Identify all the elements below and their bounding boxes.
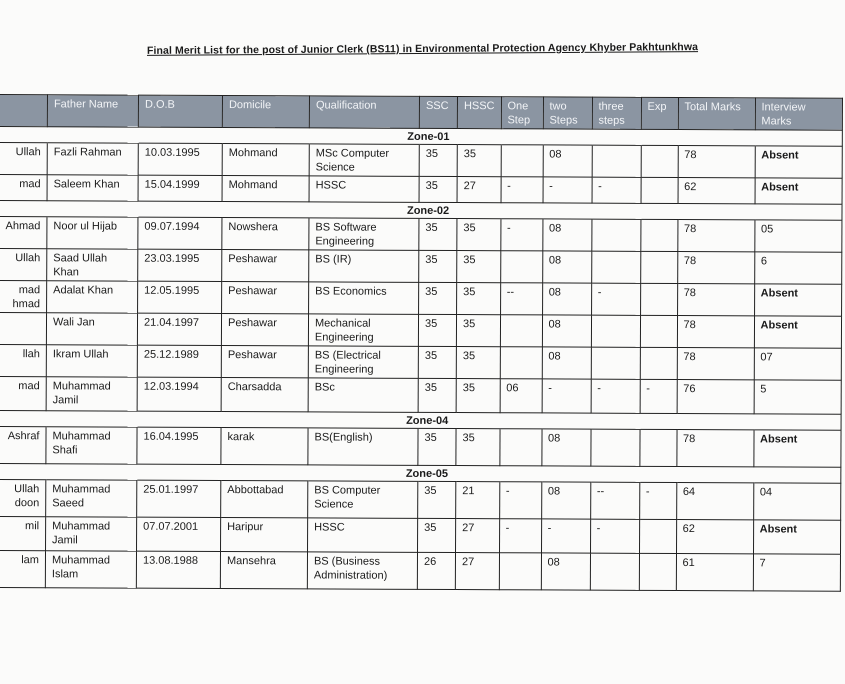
cell-exp bbox=[639, 553, 676, 590]
zone-cell bbox=[0, 127, 47, 143]
merit-list-table bbox=[0, 94, 843, 592]
cell-total: 61 bbox=[676, 554, 753, 591]
cell-ssc: 35 bbox=[418, 428, 456, 465]
cell-ssc: 35 bbox=[419, 218, 457, 250]
column-header: Total Marks bbox=[678, 98, 755, 130]
cell-exp bbox=[641, 145, 678, 177]
table-row bbox=[0, 217, 842, 253]
zone-cell bbox=[309, 202, 419, 218]
cell-qualification: BS Computer Science bbox=[308, 481, 418, 518]
zone-cell bbox=[501, 129, 543, 145]
cell-three: -- bbox=[590, 482, 639, 519]
zone-cell bbox=[590, 466, 639, 482]
cell-father: Adalat Khan bbox=[47, 281, 138, 313]
cell-total: 62 bbox=[678, 178, 755, 204]
zone-cell bbox=[138, 127, 222, 143]
cell-interview: Absent bbox=[753, 520, 840, 554]
cell-interview: Absent bbox=[755, 146, 842, 178]
zone-cell bbox=[221, 412, 308, 428]
cell-hssc: 35 bbox=[456, 429, 500, 466]
cell-dob: 12.03.1994 bbox=[137, 377, 221, 411]
zone-cell bbox=[137, 464, 221, 480]
cell-dob: 25.01.1997 bbox=[137, 480, 221, 517]
zone-cell bbox=[640, 413, 677, 429]
table-body bbox=[0, 127, 842, 592]
zone-cell bbox=[0, 201, 47, 217]
zone-cell bbox=[591, 413, 640, 429]
cell-total: 78 bbox=[677, 220, 754, 252]
cell-domicile: Abbottabad bbox=[221, 481, 308, 518]
cell-hssc: 21 bbox=[456, 482, 500, 519]
cell-two: 08 bbox=[541, 553, 590, 590]
cell-domicile: karak bbox=[221, 428, 308, 465]
zone-cell bbox=[754, 414, 841, 430]
zone-label: Zone-01 bbox=[407, 128, 451, 144]
zone-cell bbox=[641, 203, 678, 219]
cell-qualification: HSSC bbox=[309, 176, 419, 202]
cell-qualification: BS(English) bbox=[308, 428, 418, 465]
column-header: Exp bbox=[641, 97, 678, 129]
table-row bbox=[0, 479, 840, 520]
cell-interview: 5 bbox=[754, 380, 841, 414]
zone-cell bbox=[501, 203, 543, 219]
cell-three bbox=[591, 219, 640, 251]
cell-interview: Absent bbox=[755, 178, 842, 204]
cell-name: mad bbox=[0, 175, 47, 201]
zone-cell bbox=[309, 128, 419, 144]
cell-one bbox=[499, 429, 541, 466]
column-header: HSSC bbox=[457, 97, 501, 129]
cell-name: Ullah bbox=[0, 143, 47, 175]
zone-cell bbox=[47, 201, 138, 217]
zone-cell bbox=[592, 203, 641, 219]
cell-one bbox=[500, 251, 542, 283]
cell-one bbox=[500, 315, 542, 347]
zone-cell bbox=[541, 466, 590, 482]
cell-domicile: Mohmand bbox=[222, 176, 309, 202]
cell-two: 08 bbox=[542, 219, 591, 251]
cell-two: 08 bbox=[542, 315, 591, 347]
cell-total: 78 bbox=[677, 316, 754, 348]
cell-domicile: Peshawar bbox=[221, 346, 308, 378]
cell-total: 78 bbox=[677, 252, 754, 284]
cell-name bbox=[0, 313, 47, 345]
cell-name: Ullah doon bbox=[0, 479, 46, 516]
cell-two: - bbox=[543, 177, 592, 203]
cell-qualification: BS (IR) bbox=[309, 250, 419, 282]
cell-ssc: 35 bbox=[418, 481, 456, 518]
cell-dob: 15.04.1999 bbox=[138, 175, 222, 201]
cell-exp: - bbox=[639, 482, 676, 519]
zone-cell bbox=[47, 127, 138, 143]
zone-cell bbox=[592, 129, 641, 145]
cell-three bbox=[590, 429, 639, 466]
cell-hssc: 35 bbox=[457, 145, 501, 177]
column-header: two Steps bbox=[543, 97, 592, 129]
zone-cell bbox=[678, 130, 755, 146]
cell-exp bbox=[641, 177, 678, 203]
cell-exp bbox=[639, 519, 676, 553]
zone-cell bbox=[755, 204, 842, 220]
cell-dob: 10.03.1995 bbox=[138, 143, 222, 175]
column-header: SSC bbox=[419, 96, 457, 128]
page-title: Final Merit List for the post of Junior Clerk (BS11) in Environmental Protection Agency Khyber Pakhtunkhwa bbox=[146, 41, 699, 57]
zone-cell bbox=[499, 466, 541, 482]
zone-label: Zone-04 bbox=[406, 412, 450, 428]
table-row bbox=[0, 344, 841, 380]
zone-cell bbox=[676, 467, 753, 483]
column-header: three steps bbox=[592, 97, 641, 129]
cell-dob: 23.03.1995 bbox=[138, 249, 222, 281]
cell-interview: Absent bbox=[754, 284, 841, 316]
zone-cell bbox=[222, 202, 309, 218]
cell-exp bbox=[640, 347, 677, 379]
cell-interview: 04 bbox=[753, 483, 840, 520]
cell-hssc: 27 bbox=[455, 553, 499, 590]
cell-three bbox=[590, 553, 639, 590]
cell-qualification: BS Software Engineering bbox=[309, 218, 419, 250]
cell-qualification: BS Economics bbox=[309, 282, 419, 314]
column-header: Interview Marks bbox=[755, 98, 842, 130]
cell-name: llah bbox=[0, 344, 46, 376]
table-header-row bbox=[0, 95, 842, 131]
cell-three: - bbox=[592, 177, 641, 203]
cell-name: mad hmad bbox=[0, 281, 47, 313]
cell-hssc: 35 bbox=[457, 251, 501, 283]
table-row bbox=[0, 281, 841, 317]
cell-qualification: HSSC bbox=[308, 518, 418, 552]
cell-dob: 13.08.1988 bbox=[136, 551, 220, 588]
zone-cell bbox=[542, 413, 591, 429]
cell-two: 08 bbox=[541, 429, 590, 466]
merit-list-sheet bbox=[0, 94, 843, 592]
cell-qualification: BSc bbox=[308, 378, 418, 412]
cell-interview: 6 bbox=[754, 252, 841, 284]
cell-ssc: 35 bbox=[419, 282, 457, 314]
cell-dob: 09.07.1994 bbox=[138, 217, 222, 249]
cell-father: Wali Jan bbox=[46, 313, 137, 345]
cell-name: mil bbox=[0, 516, 46, 550]
cell-ssc: 35 bbox=[418, 346, 456, 378]
cell-domicile: Haripur bbox=[221, 518, 308, 552]
cell-dob: 16.04.1995 bbox=[137, 427, 221, 464]
cell-three: - bbox=[591, 379, 640, 413]
cell-exp bbox=[639, 429, 676, 466]
column-header: One Step bbox=[501, 97, 543, 129]
table-row bbox=[0, 143, 842, 179]
cell-father: Ikram Ullah bbox=[46, 345, 137, 377]
cell-hssc: 35 bbox=[456, 379, 500, 413]
cell-domicile: Mohmand bbox=[222, 144, 309, 176]
cell-total: 78 bbox=[678, 146, 755, 178]
cell-two: 08 bbox=[542, 283, 591, 315]
cell-domicile: Peshawar bbox=[222, 250, 309, 282]
cell-three: - bbox=[591, 283, 640, 315]
cell-qualification: Mechanical Engineering bbox=[308, 314, 418, 346]
zone-cell bbox=[678, 204, 755, 220]
cell-one: - bbox=[500, 219, 542, 251]
zone-cell bbox=[46, 464, 137, 480]
zone-cell bbox=[641, 129, 678, 145]
cell-total: 78 bbox=[677, 348, 754, 380]
cell-father: Fazli Rahman bbox=[47, 143, 138, 175]
cell-two: 08 bbox=[542, 251, 591, 283]
cell-three: - bbox=[590, 519, 639, 553]
cell-ssc: 35 bbox=[418, 314, 456, 346]
zone-cell bbox=[138, 201, 222, 217]
table-row bbox=[0, 550, 840, 591]
cell-total: 78 bbox=[677, 284, 754, 316]
cell-dob: 12.05.1995 bbox=[138, 281, 222, 313]
cell-exp: - bbox=[640, 379, 677, 413]
cell-qualification: BS (Business Administration) bbox=[307, 552, 417, 589]
zone-cell bbox=[46, 411, 137, 427]
cell-father: Muhammad Saeed bbox=[46, 480, 137, 517]
cell-ssc: 35 bbox=[419, 250, 457, 282]
cell-total: 64 bbox=[676, 483, 753, 520]
cell-domicile: Mansehra bbox=[220, 552, 307, 589]
cell-exp bbox=[640, 283, 677, 315]
cell-father: Muhammad Jamil bbox=[46, 517, 137, 551]
cell-father: Saad Ullah Khan bbox=[47, 249, 138, 281]
cell-name: Ullah bbox=[0, 249, 47, 281]
cell-one bbox=[501, 145, 543, 177]
zone-label: Zone-05 bbox=[406, 465, 450, 481]
table-row bbox=[0, 175, 842, 205]
cell-one: -- bbox=[500, 283, 542, 315]
cell-qualification: BS (Electrical Engineering bbox=[308, 346, 418, 378]
table-row bbox=[0, 516, 840, 554]
cell-dob: 25.12.1989 bbox=[137, 345, 221, 377]
zone-cell bbox=[308, 412, 418, 428]
cell-hssc: 35 bbox=[457, 219, 501, 251]
cell-two: - bbox=[542, 379, 591, 413]
cell-exp bbox=[640, 219, 677, 251]
cell-ssc: 26 bbox=[417, 552, 455, 589]
cell-interview: 07 bbox=[754, 348, 841, 380]
cell-domicile: Peshawar bbox=[222, 282, 309, 314]
zone-cell bbox=[500, 413, 542, 429]
cell-hssc: 27 bbox=[457, 177, 501, 203]
cell-hssc: 35 bbox=[456, 347, 500, 379]
zone-cell bbox=[543, 203, 592, 219]
cell-two: 08 bbox=[543, 145, 592, 177]
cell-dob: 21.04.1997 bbox=[137, 313, 221, 345]
zone-cell bbox=[677, 414, 754, 430]
cell-domicile: Peshawar bbox=[221, 314, 308, 346]
cell-ssc: 35 bbox=[419, 176, 457, 202]
zone-cell bbox=[137, 411, 221, 427]
cell-one bbox=[500, 347, 542, 379]
cell-two: - bbox=[541, 519, 590, 553]
cell-dob: 07.07.2001 bbox=[137, 517, 221, 551]
zone-cell bbox=[755, 130, 842, 146]
cell-one: - bbox=[501, 177, 543, 203]
cell-father: Saleem Khan bbox=[47, 175, 138, 201]
cell-interview: Absent bbox=[754, 316, 841, 348]
column-header: Father Name bbox=[47, 95, 138, 127]
cell-total: 78 bbox=[676, 430, 753, 467]
cell-hssc: 35 bbox=[457, 283, 501, 315]
cell-domicile: Charsadda bbox=[221, 378, 308, 412]
zone-cell bbox=[543, 129, 592, 145]
cell-total: 62 bbox=[676, 520, 753, 554]
cell-father: Noor ul Hijab bbox=[47, 217, 138, 249]
cell-ssc: 35 bbox=[419, 144, 457, 176]
cell-interview: Absent bbox=[753, 430, 840, 467]
cell-three bbox=[591, 315, 640, 347]
zone-cell bbox=[308, 465, 418, 481]
cell-ssc: 35 bbox=[418, 378, 456, 412]
cell-father: Muhammad Jamil bbox=[46, 377, 137, 411]
cell-interview: 05 bbox=[754, 220, 841, 252]
cell-name: Ahmad bbox=[0, 217, 47, 249]
cell-exp bbox=[640, 251, 677, 283]
table-row bbox=[0, 426, 841, 467]
zone-cell bbox=[0, 410, 46, 426]
cell-qualification: MSc Computer Science bbox=[309, 144, 419, 176]
cell-three bbox=[591, 251, 640, 283]
column-header: Domicile bbox=[222, 96, 309, 128]
zone-label: Zone-02 bbox=[407, 202, 451, 218]
cell-three bbox=[591, 347, 640, 379]
cell-domicile: Nowshera bbox=[222, 218, 309, 250]
cell-one bbox=[499, 553, 541, 590]
cell-two: 08 bbox=[541, 482, 590, 519]
cell-father: Muhammad Islam bbox=[45, 551, 136, 588]
cell-hssc: 27 bbox=[456, 519, 500, 553]
cell-ssc: 35 bbox=[418, 518, 456, 552]
cell-hssc: 35 bbox=[456, 315, 500, 347]
cell-one: 06 bbox=[500, 379, 542, 413]
cell-three bbox=[592, 145, 641, 177]
cell-name: Ashraf bbox=[0, 426, 46, 463]
zone-cell bbox=[753, 467, 840, 483]
cell-one: - bbox=[499, 519, 541, 553]
cell-father: Muhammad Shafi bbox=[46, 427, 137, 464]
cell-exp bbox=[640, 315, 677, 347]
table-row bbox=[0, 376, 841, 414]
table-row bbox=[0, 249, 841, 285]
cell-total: 76 bbox=[677, 380, 754, 414]
zone-cell bbox=[639, 466, 676, 482]
table-row bbox=[0, 313, 841, 349]
cell-name: lam bbox=[0, 550, 46, 587]
column-header: D.O.B bbox=[138, 95, 222, 127]
zone-cell bbox=[0, 463, 46, 479]
zone-cell bbox=[221, 465, 308, 481]
column-header: Qualification bbox=[309, 96, 419, 128]
column-header bbox=[0, 95, 47, 127]
cell-name: mad bbox=[0, 376, 46, 410]
cell-one: - bbox=[499, 482, 541, 519]
cell-two: 08 bbox=[542, 347, 591, 379]
zone-cell bbox=[222, 128, 309, 144]
cell-interview: 7 bbox=[753, 554, 840, 591]
